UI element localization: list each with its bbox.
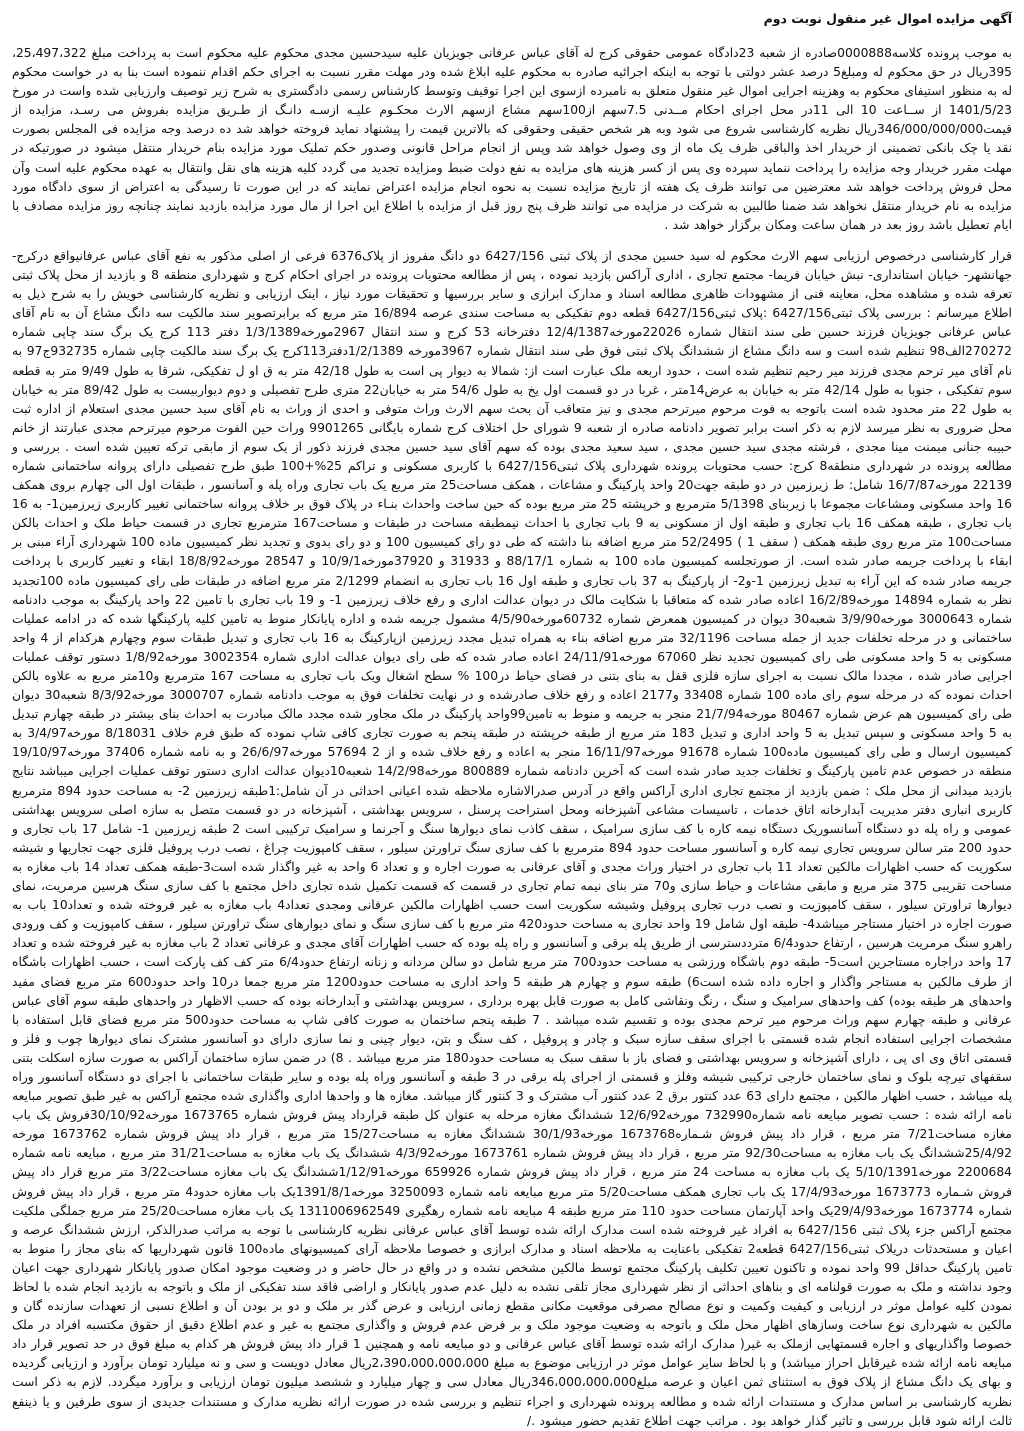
auction-terms-paragraph: به موجب پرونده کلاسه0000888صادره از شعبه 23دادگاه عمومی حقوقی کرج له آقای عباس عرفانی جویزیان علیه سیدحسین مجدی محکوم علیه محکوم است به پرداخت مبلغ 25،497،322، 395ریال در حق محکوم له ومبلغ5 درصد عشر دولتی با توجه به اینکه اجرائیه صادره به محکوم علیه ابلاغ شده ودر مهلت مقرر نسبت به اجرای حکم اقدام ننموده است بنا به در خواست محکوم له به منظور استیفای محکوم به وهزینه اجرایی اموال غیر منقول متعلق به نامبرده ازسوی این اجرا توقیف وتوسط کارشناس رسمی دادگستری به شرح زیر توصیف وارزیابی شده واست در مورخ 1401/5/23 از ســاعت 10 الی 11در محل اجرای احکام مــدنی 7.5سهم از100سهم مشاع ازسهم الارث محکـوم علیـه ازسـه دانـگ از طـریق مزایده بفروش می رسـد، مزایده از قیمت346/000/000/000ریال نظریه کارشناسی شروع می شود وبه هر شخص حقیقی وحقوقی که بالاترین قیمت را پیشنهاد نماید فروخته خواهد شد ده درصد وجه مزایده فی المجلس بصورت نقد یا چک بانکی تضمینی از خریدار اخذ والباقی ظرف یک ماه از وی وصول خواهد شد وپس از انجام مراحل قانونی وصدور حکم تملیک مورد مزایده بنام خریدار منتقل میشود در صورتیکه در مهلت مقرر خریدار وجه مزایده را پرداخت ننماید سپرده وی پس از کسر هزینه های مزایده به نفع دولت ضبط ومزایده تجدید می گردد کلیه هزینه های نقل وانتقال به عهده محکوم علیه است وآن محل فروش پرداخت خواهد شد معترضین می توانند ظرف یک هفته از تاریخ مزایده نسبت به نحوه انجام مزایده اعتراض نمایند که در این صورت تا رسیدگی به اعتراض از سوی دادگاه مورد مزایده به نام خریدار منتقل نخواهد شد ضمنا طالبین به شرکت در مزایده می توانند ظرف پنج روز قبل از مزایده با اطلاع این اجرا از مال مورد مزایده بازدید نمایند چنانچه روز مزایده مصادف با ایام تعطیل باشد روز بعد در همان ساعت ومکان برگزار خواهد شد . [12, 46, 1013, 232]
expert-appraisal-paragraph: قرار کارشناسی درخصوص ارزیابی سهم الارث محکوم له سید حسین مجدی از پلاک ثبتی 6427/156 دو دانگ مفروز از پلاک6376 فرعی از اصلی مذکور به نفع آقای عباس عرفانیواقع درکرج-جهانشهر- خیابان استانداری- نبش خیابان فریما- مجتمع تجاری ، اداری آراکس بازدید نموده ، پس از مطالعه محتویات پرونده در اجرای احکام کرج و شهرداری منطقه 8 و بازدید از محل پلاک ثبتی تعرفه شده و مشاهده محل، معاینه فنی از مشهودات ظاهری مطالعه اسناد و مدارک ابرازی و سایر بررسیها و تحقیقات مورد نیاز ، اینک ارزیابی و نظریه کارشناسی خویش را به شرح ذیل به اطلاع میرسانم : بررسی پلاک ثبتی6427/156 :پلاک ثبتی6427/156 قطعه دوم تفکیکی به مساحت سندی عرصه 16/894 متر مربع که برابرتصویر سند مالکیت سه دانگ مشاع آن به نام آقای عباس عرفانی جویزیان فرزند حسین طی سند انتقال شماره 22026مورخه12/4/1387 دفترخانه 53 کرج و سند انتقال 2967مورخه1/3/1389 دفتر 113 کرج یک برگ سند چاپی شماره 270272الف98 تنظیم شده است و سه دانگ مشاع از ششدانگ پلاک ثبتی فوق طی سند انتقال شماره 3967مورخه 1/2/1389دفتر113کرج یک برگ سند مالکیت چاپی شماره 932735ج97 به نام آقای میر ترحم مجدی فرزند میر رحیم تنظیم شده است ، حدود اربعه ملک عبارت است از: شمالا به دیوار پی است به طول 42/18 متر به ق او ل تفکیکی، شرقا به طول 9/49 متر به قطعه سوم تفکیکی ، جنوبا به طول 42/14 متر به خیابان به عرض14متر ، غربا در دو قسمت اول یخ به طول 54/6 متر به خیابان22 متری طرح تفصیلی و دوم دیواربیست به طول 89/42 متر به خیابان به طول 22 متر محدود شده است باتوجه به فوت مرحوم میرترحم مجدی و نیز متعاقب آن بحث سهم الارث وراث متوفی و احدی از وراث به نام آقای سید حسین مجدی استعلام از اداره ثبت محل ضروری به نظر میرسد لازم به ذکر است برابر تصویر دادنامه صادره از شعبه 9 شورای حل اختلاف کرج شماره بایگانی 9901265 وراث حین الفوت مرحوم میرترحم مجدی عبارتند از خانم حبیبه جنانی میمنت مینا مجدی ، فرشته مجدی سید حسین مجدی ، سید سعید مجدی بوده که سهم آقای سید حسین مجدی فرزند ذکور از یک سوم از مابقی ترکه تعیین شده است . بررسی و مطالعه پرونده در شهرداری منطقه8 کرج: حسب محتویات پرونده شهرداری پلاک ثبتی6427/156 با کاربری مسکونی و تراکم 25%+100 طبق طرح تفصیلی دارای پروانه ساختمانی شماره 22139 مورخه16/7/87 شامل: ط زیرزمین در دو طبقه جهت20 واحد پارکینگ و مشاعات ، همکف مساحت25 متر مربع یک باب تجاری وراه پله و آسانسور ، طبقات اول الی چهارم بروی همکف 16 واحد مسکونی ومشاعات مجموعا با زیربنای 5/1398 مترمربع و خرپشته 25 متر مربع بوده که حین ساخت واحداث بنـاء در پلاک فوق بر خلاف پروانه ساختمانی تغییر کاربری زیرزمین1- به 16 باب تجاری ، طبقه همکف 16 باب تجاری و طبقه اول از مسکونی به 9 باب تجاری با احداث نیمطبقه مساحت در طبقات و مساحت167 مترمربع تجاری در قسمت حیاط ملک و احداث بالکن مساحت100 متر مربع روی طبقه همکف ( سقف 1 ) 52/2495 متر مربع اضافه بنا داشته که طی دو رای کمیسیون 100 و دو رای بدوی و تجدید نظر کمیسیون ماده 100 شهرداری آراء مبنی بر ابقاء با پرداخت جریمه صادر شده است. از صورتجلسه کمیسیون ماده 100 به شماره 88/17/1 و 31933 و 37920مورخه10/9/1 و 28547 مورخه18/8/92 ابقاء و تغییر کاربری با پرداخت جریمه صادر شده که این آراء به تبدیل زیرزمین 1-و2- از پارکینگ به 37 باب تجاری و طبقه اول 16 باب تجاری به انضمام 2/1299 متر مربع اضافه در طبقات طی رای کمیسیون ماده 100تجدید نظر به شماره 14894 مورخه16/2/89 اعاده صادر شده که متعاقبا با شکایت مالک در دیوان عدالت اداری و رفع خلاف زیرزمین 1- و 19 باب تجاری با تامین 22 واحد پارکینگ به موجب دادنامه شماره 3000643 مورخه3/9/90 شعبه30 دیوان در کمیسیون همعرض شماره 60732مورخه4/5/90 مشمول جریمه شده و اداره پایانکار منوط به تامین کلیه پارکینگها شده که در ادامه عملیات ساختمانی و در مرحله تخلفات جدید از جمله مساحت 32/1196 متر مربع اضافه بناء به همراه تبدیل مجدد زیرزمین ازپارکینگ به 16 باب تجاری و تبدیل طبقات سوم وچهارم هرکدام از 4 واحد مسکونی به 5 واحد مسکونی طی رای کمیسیون تجدید نظر 67060 مورخه24/11/91 اعاده صادر شده که طی رای دیوان عدالت اداری شماره 3002354 مورخه1/8/92 دستور توقف عملیات اجرایی صادر شده ، مجددا مالک نسبت به اجرای سازه فلزی قفل به بنای بتنی در فضای حیاط در100 % سطح اشغال ویک باب تجاری به مساحت 167 مترمربع و10متر مربع به علاوه بالکن احداث نموده که در مرحله سوم رای ماده 100 شماره 33408 و2177 اعاده و رفع خلاف صادرشده و در نهایت تخلفات فوق به موجب دادنامه شماره 3000707 مورخه8/3/92 شعبه30 دیوان طی رای کمیسیون هم عرض شماره 80467 مورخه21/7/94 منجر به جریمه و منوط به تامین99واحد پارکینگ در ملک مجاور شده مجدد مالک مبادرت به احداث بنای بیشتر در طبقه چهارم تبدیل به 5 واحد مسکونی و سپس تبدیل به 5 واحد اداری و تبدیل 183 متر مربع از طبقه خرپشته در طبقه پنجم به صورت تجاری کافی شاپ نموده که طبق فرم خلاف 8/18031 مورخه3/4/97 به کمیسیون ارسال و طی رای کمیسیون ماده100 شماره 91678 مورخه16/11/97 منجر به اعاده و رفع خلاف شده و از 2 57694 مورخه26/6/97 و به نامه شماره 37406 مورخه19/10/97 منطقه در خصوص عدم تامین پارکینگ و تخلفات جدید صادر شده است که آخرین دادنامه شماره 800889 مورخه14/2/98 شعبه10دیوان عدالت اداری دستور توقف عملیات اجرایی میباشد نتایج بازدید میدانی از محل ملک : ضمن بازدید از مجتمع تجاری اداری آراکس واقع در آدرس صدرالاشاره ملاحظه شده اعیانی احداثی در آن شامل:1طبقه زیرزمین 2- به مساحت حدود 894 مترمربع کاربری انباری دفتر مدیریت آبدارخانه اتاق خدمات ، تاسیسات مشاعی آشپزخانه ومحل استراحت پرسنل ، سرویس بهداشتی ، آشپزخانه در دو قسمت متصل به سازه اصلی سرویس بهداشتی عمومی و راه پله دو دستگاه آسانسوریک دستگاه نیمه کاره با کف سازی سرامیک ، سقف کاذب نمای دیوارها سنگ و آجرنما و سرامیک ترکیبی است 2 طبقه زیرزمین 1- شامل 17 باب تجاری و حدود 200 متر سالن سرویس تجاری نیمه کاره و آسانسور مساحت حدود 894 مترمربع با کف سازی سنگ تراورتن سیلور ، سقف کامپوزیت چراغ ، نصب درب پروفیل فلزی جهت تجاریها و شیشه سکوریت که حسب اظهارات مالکین تعداد 11 باب تجاری در اختیار وراث مجدی و آقای عرفانی به صورت اجاره و و تعداد 6 واحد به غیر واگذار شده است3-طبقه همکف تعداد 14 باب مغازه به مساحت تقریبی 375 متر مربع و مابقی مشاعات و حیاط سازی و70 متر بنای نیمه تمام تجاری در قسمت که قسمت تکمیل شده تجاری داخل مجتمع با کف سازی سنگ هرسین مرمریت، نمای دیوارها تراورتن سیلور ، سقف کامپوزیت و نصب درب تجاری پروفیل وشیشه سکوریت است حسب اظهارات مالکین عرفانی ومجدی تعداد4 باب مغازه به غیر فروخته شده و تعداد10 باب به صورت اجاره در اختیار مستاجر میباشد4- طبقه اول شامل 19 واحد تجاری به مساحت حدود420 متر مربع با کف سازی سنگ و نمای دیوارهای سنگ تراورتن سیلور ، سقف کامپوزیت و کف ورودی راهرو سنگ مرمریت هرسین ، ارتفاع حدود6/4 مترددسترسی از طریق پله برقی و آسانسور و راه پله بوده که حسب اظهارات آقای مجدی و عرفانی تعداد 2 باب مغازه به غیر فروخته شده و تعداد 17 واحد دراجاره مستاجرین است5- طبقه دوم باشگاه ورزشی به مساحت حدود700 متر مربع شامل دو سالن مردانه و زنانه ارتفاع حدود6/4 متر کف کف پارکت است ، حسب اظهارات باشگاه از طرف مالکین به مستاجر واگذار و اجاره داده شده است6) طبقه سوم و چهارم هر طبقه 5 واحد اداری به مساحت حدود1200 متر مربع جمعا در10 واحد حدود600 متر مربع فضای مفید واحدهای هر طبقه بوده) کف واحدهای سرامیک و سنگ ، رنگ ونقاشی کامل به صورت قابل بهره برداری ، سرویس بهداشتی و آبدارخانه بوده که حسب الاظهار در واحدهای طبقه سوم آقای عباس عرفانی و طبقه چهارم سهم وراث مرحوم میر ترحم مجدی بوده و تقسیم شده میباشد . 7 طبقه پنجم ساختمان به صورت کافی شاپ به مساحت حدود500 متر مربع فضای قابل استفاده با مشخصات اجرایی استفاده انجام شده قسمتی با اجرای سقف سازه سبک و چادر و پروفیل ، کف سنگ و بتن، دیوار چینی و نما سازی دارای دو آسانسور مشترک نمای دیوارها چوب و فلز و قسمتی اتاق وی ای پی ، دارای آشپزخانه و سرویس بهداشتی و فضای باز با سقف سبک به مساحت حدود180 متر مربع میباشد . 8) در ضمن سازه ساختمان آراکس به صورت سازه اسکلت بتنی سقفهای تیرچه بلوک و نمای ساختمان خارجی ترکیبی شیشه وفلز و قسمتی از اجرای پله برقی در 3 طبقه و آسانسور وراه پله بوده و سایر طبقات ساختمانی با اجرای دو دستگاه آسانسور وراه پله میباشد ، حسب اظهار مالکین ، مجتمع دارای 63 عدد کنتور برق 2 عدد کنتور آب مشترک و 3 کنتور گاز میباشد. مغازه ها و واحدها اداری واگذاری شده مجتمع آراکس به غیر طبق تصویر مبایعه نامه ارائه شده : حسب تصویر مبایعه نامه شماره732990 مورخه12/6/92 ششدانگ مغازه مرحله به عنوان کل طبقه قرارداد پیش فروش شماره 1673765 مورخه30/10/92فروش یک باب مغازه مساحت7/21 متر مربع ، قرار داد پیش فروش شـماره1673768 مورخه30/1/93 ششدانگ مغازه به مساحت15/27 متر مربع ، قرار داد پیش فروش شماره 1673762 مورخه 25/4/92ششدانگ یک باب مغازه به مساحت92/30 متر مربع ، قرار داد پیش فروش شماره 1673761 مورخه4/3/92 ششدانگ یک باب مغازه به مساحت31/21 متر مربع ، مبایعه نامه شماره 2200684 مورخه5/10/1391 یک باب مغازه به مساحت 24 متر مربع ، قرار داد پیش فروش شماره 659926 مورخه1/12/91ششدانگ یک باب مغازه مساحت3/22 متر مربع قرار داد پیش فروش شـماره 1673773 مورخه17/4/93 یک باب تجاری همکف مساحت5/20 متر مربع مبایعه نامه شماره 3250093 مورخه1391/8/1یک باب مغازه حدود4 متر مربع ، قرار داد پیش فروش شماره 1673774 مورخه29/4/93یک واحد آپارتمان مساحت حدود 110 متر مربع طبقه 4 مبایعه نامه شماره رهگیری 1311006962549 یک باب مغازه مساحت25/20 متر مربع جملگی ملکیت مجتمع آراکس جزء پلاک ثبتی 6427/156 به افراد غیر فروخته شده است مدارک ارائه شده توسط آقای عباس عرفانی نظریه کارشناسی با توجه به مراتب صدرالذکر، ارزش ششدانگ عرصه و اعیان و مستحدثات دریلاک ثبتی6427/156 قطعه2 تفکیکی باعنایت به ملاحظه اسناد و مدارک ابرازی و خصوصا ملاحظه آرای کمیسیونهای ماده100 قانون شهرداریها که بنای مجاز را منوط به تامین پارکینگ حداقل 99 واحد نموده و تاکنون تعیین تکلیف پارکینگ مجتمع توسط مالکین مشخص نشده و در واقع در حال حاضر و در وضعیت موجود امکان صدور پایانکار شهرداری جهت اعیان وجود نداشته و ملک به صورت قولنامه ای و بناهای احداثی از نظر شهرداری مجاز تلقی نشده به دلیل عدم صدور پایانکار و اراضی فاقد سند تفکیکی از ملک و باتوجه به بازدید انجام شده با لحاظ نمودن کلیه عوامل موثر در ارزیابی و کیفیت وکمیت و نوع مصالح مصرفی موقعیت مکانی مقطع زمانی ارزیابی و عرض گذر بر ملک و دو بر بودن آن و اطلاع نسبی از تعهدات سازنده گان و مالکین به شهرداری نوع ساخت وسازهای اظهار محل ملک و باتوجه به وضعیت موجود ملک و بر فرض عدم فروش و واگذاری مجتمع به غیر و عدم اطلاع دقیق از حقوق مکتسبه افراد در ملک خصوصا واگذاریهای و اجاره قسمتهایی ازملک به غیر( مدارک ارائه شده توسط آقای عباس عرفانی و دو مبایعه نامه و همچنین 1 قرار داد پیش فروش هر کدام به مبلغ فوق در حد تصویر قرار داد مبایعه نامه ارائه شده غیرقابل احراز میباشد) و با لحاظ سایر عوامل موثر در ارزیابی موضوع به مبلغ 2،390،000،000،000ریال معادل دویست و سی و نه میلیارد تومان برآورد و ارزیابی گردیده و بهای یک دانگ مشاع از پلاک فوق به استثنای ثمن اعیان و عرصه مبلغ346،000،000،000ریال معادل سی و چهار میلیارد و ششصد میلیون تومان ارزیابی و برآورد میگردد. لازم به ذکر است نظریه کارشناسی بر اساس مدارک و مستندات ارائه شده و مطالعه پرونده شهرداری و اجراء تنظیم و بررسی شده در صورت ارائه نظریه مدارک و مستندات جدیدی از سوی طرفین و یا ذینفع ثالث ارائه شود قابل بررسی و تاثیر گذار خواهد بود . مراتب جهت اطلاع تقدیم حضور میشود ./ [12, 248, 1013, 1428]
notice-title: آگهی مزایده اموال غیر منقول نوبت دوم [763, 11, 1012, 26]
